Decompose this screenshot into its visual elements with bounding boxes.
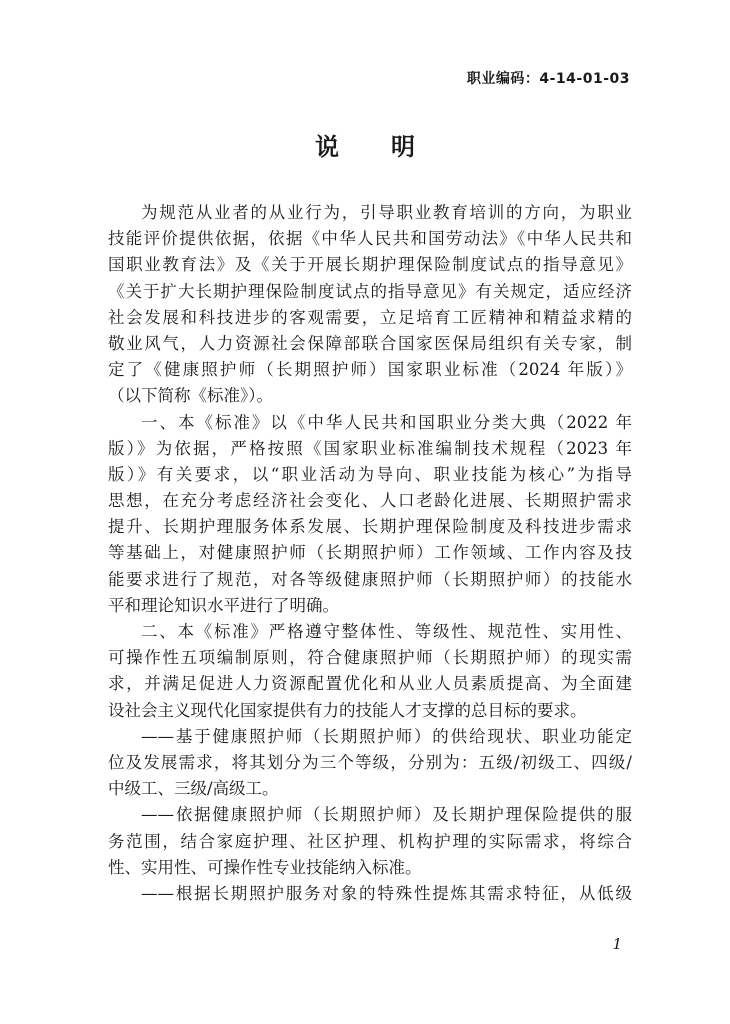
text-line: （以下简称《标准》）。 — [108, 386, 273, 406]
text-line: 等基础上，对健康照护师（长期照护师）工作领域、工作内容及技 — [108, 543, 632, 563]
text-line: 设社会主义现代化国家提供有力的技能人才支撑的总目标的要求。 — [108, 700, 587, 720]
text-line: 版）》有关要求，以“职业活动为导向、职业技能为核心”为指导 — [108, 464, 632, 484]
text-line: 社会发展和科技进步的客观需要，立足培育工匠精神和精益求精的 — [108, 307, 632, 327]
page-title — [0, 127, 730, 162]
text-line: 能要求进行了规范，对各等级健康照护师（长期照护师）的技能水 — [108, 569, 632, 589]
text-line: 位及发展需求，将其划分为三个等级，分别为：五级/初级工、四级/ — [108, 752, 632, 772]
text-line: 求，并满足促进人力资源配置优化和从业人员素质提高、为全面建 — [108, 674, 632, 694]
title-char-right: 明 — [391, 133, 415, 161]
text-line: ——依据健康照护师（长期照护师）及长期护理保险提供的服 — [141, 805, 632, 825]
text-line: 国职业教育法》及《关于开展长期护理保险制度试点的指导意见》 — [108, 255, 632, 275]
page-number: 1 — [612, 935, 622, 953]
text-line: 提升、长期护理服务体系发展、长期护理保险制度及科技进步需求 — [108, 517, 632, 537]
occupation-code: 职业编码：4-14-01-03 — [466, 71, 630, 87]
text-line: 中级工、三级/高级工。 — [108, 779, 279, 799]
text-line: 敬业风气，人力资源社会保障部联合国家医保局组织有关专家，制 — [108, 333, 632, 353]
text-line: 《关于扩大长期护理保险制度试点的指导意见》有关规定，适应经济 — [108, 281, 632, 301]
text-line: 技能评价提供依据，依据《中华人民共和国劳动法》《中华人民共和 — [108, 229, 632, 249]
text-line: ——根据长期照护服务对象的特殊性提炼其需求特征，从低级 — [141, 883, 632, 903]
text-line: 性、实用性、可操作性专业技能纳入标准。 — [108, 857, 422, 877]
body-text — [108, 200, 632, 907]
text-line: 平和理论知识水平进行了明确。 — [108, 595, 339, 615]
text-line: 一、本《标准》以《中华人民共和国职业分类大典（2022 年 — [141, 412, 632, 432]
text-line: 为规范从业者的从业行为，引导职业教育培训的方向，为职业 — [141, 203, 632, 222]
text-line: 版）》为依据，严格按照《国家职业标准编制技术规程（2023 年 — [108, 438, 632, 458]
title-char-left: 说 — [315, 133, 339, 161]
text-line: 思想，在充分考虑经济社会变化、人口老龄化进展、长期照护需求 — [108, 491, 632, 511]
text-line: 可操作性五项编制原则，符合健康照护师（长期照护师）的现实需 — [108, 648, 632, 668]
text-line: 二、本《标准》严格遵守整体性、等级性、规范性、实用性、 — [141, 622, 632, 641]
text-line: 定了《健康照护师（长期照护师）国家职业标准（2024 年版）》 — [108, 360, 632, 380]
text-line: ——基于健康照护师（长期照护师）的供给现状、职业功能定 — [141, 726, 632, 746]
text-line: 务范围，结合家庭护理、社区护理、机构护理的实际需求，将综合 — [108, 831, 632, 851]
